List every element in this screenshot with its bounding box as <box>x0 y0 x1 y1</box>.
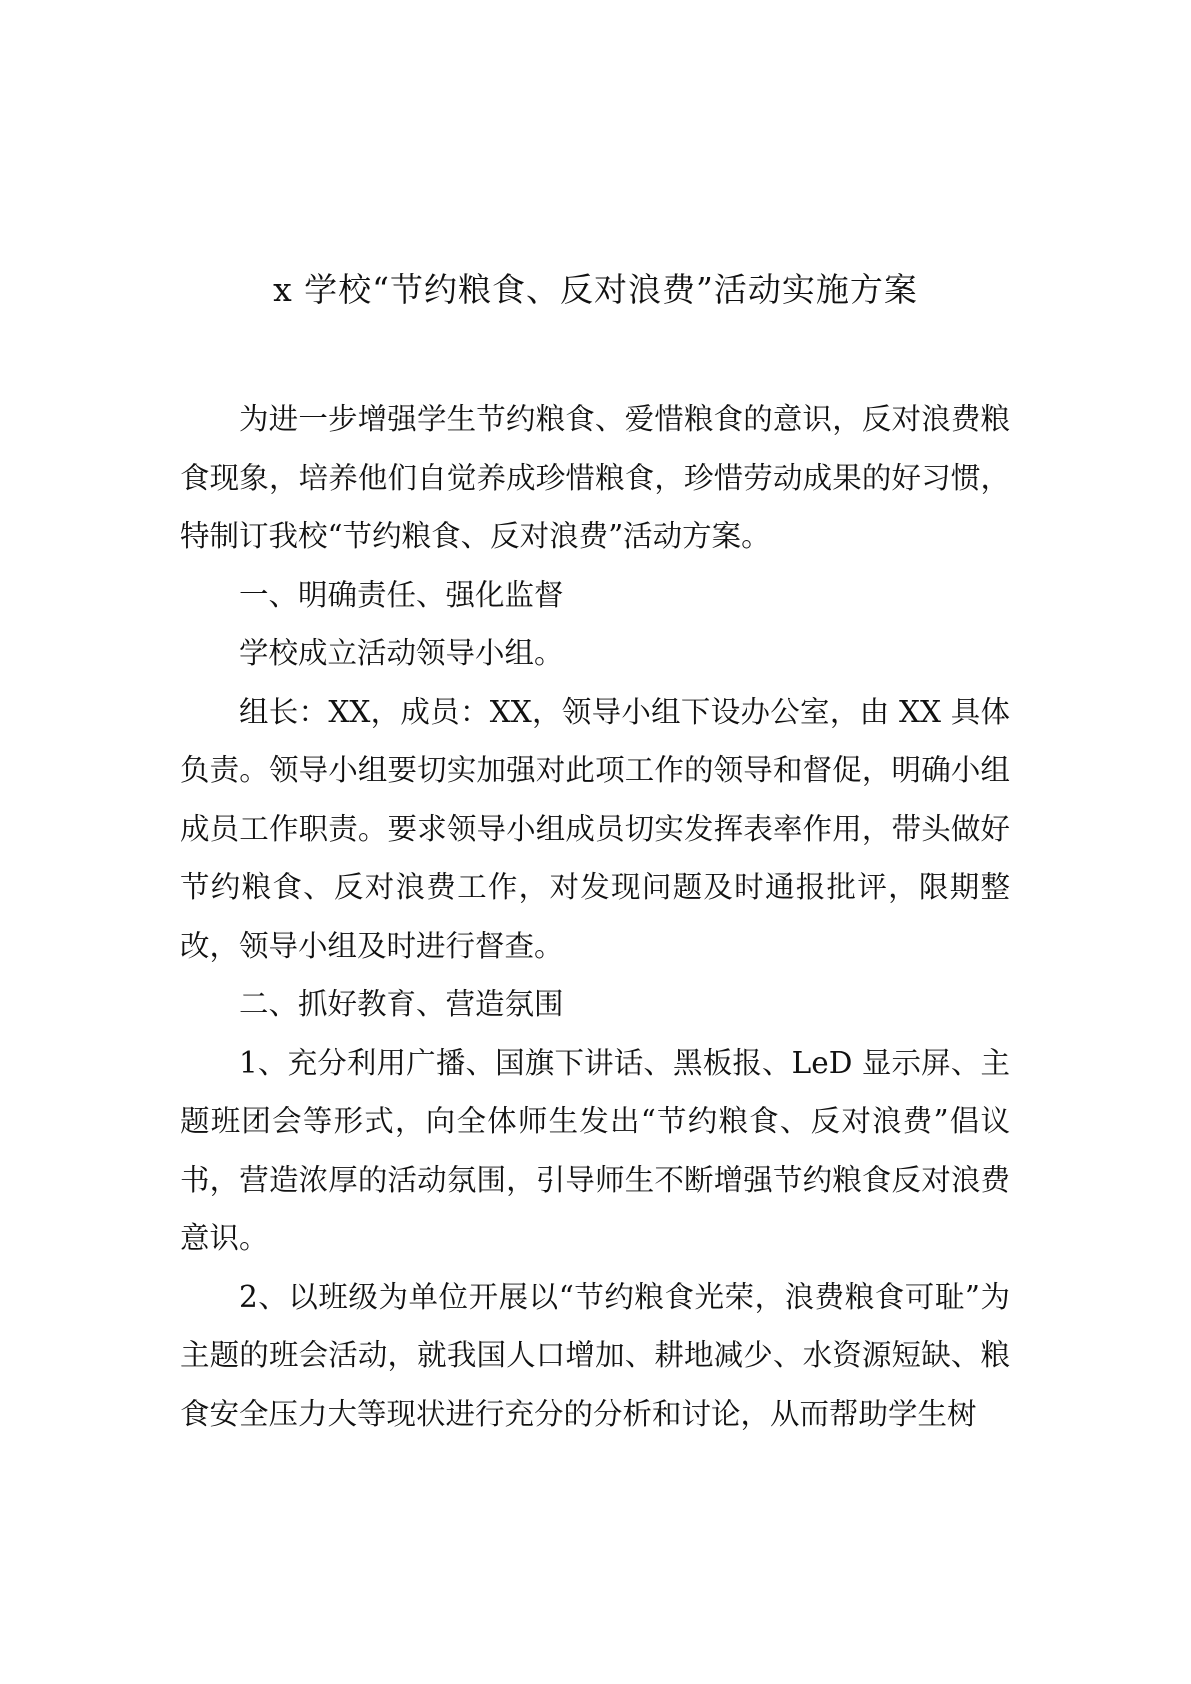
paragraph-intro: 为进一步增强学生节约粮食、爱惜粮食的意识，反对浪费粮食现象，培养他们自觉养成珍惜粮食，珍惜劳动成果的好习惯，特制订我校“节约粮食、反对浪费”活动方案。 <box>180 402 1010 553</box>
paragraph-item-1: 1、充分利用广播、国旗下讲话、黑板报、LeD 显示屏、主题班团会等形式，向全体师生发出“节约粮食、反对浪费”倡议书，营造浓厚的活动氛围，引导师生不断增强节约粮食反对浪费意识。 <box>180 1045 1010 1255</box>
section-heading-1: 一、明确责任、强化监督 <box>239 577 564 612</box>
paragraph-item-2: 2、以班级为单位开展以“节约粮食光荣，浪费粮食可耻”为主题的班会活动，就我国人口增加、耕地减少、水资源短缺、粮食安全压力大等现状进行充分的分析和讨论，从而帮助学生树 <box>180 1279 1010 1431</box>
section-heading-2: 二、抓好教育、营造氛围 <box>239 987 564 1021</box>
paragraph-group-members: 组长：XX，成员：XX，领导小组下设办公室，由 XX 具体负责。领导小组要切实加强对此项工作的领导和督促，明确小组成员工作职责。要求领导小组成员切实发挥表率作用，带头做好节约粮食、反对浪费工作，对发现问题及时通报批评，限期整改，领导小组及时进行督查。 <box>180 694 1010 963</box>
document-body <box>180 390 1010 1443</box>
document-title: x 学校“节约粮食、反对浪费”活动实施方案 <box>273 270 918 309</box>
paragraph-leading-group: 学校成立活动领导小组。 <box>239 636 564 670</box>
